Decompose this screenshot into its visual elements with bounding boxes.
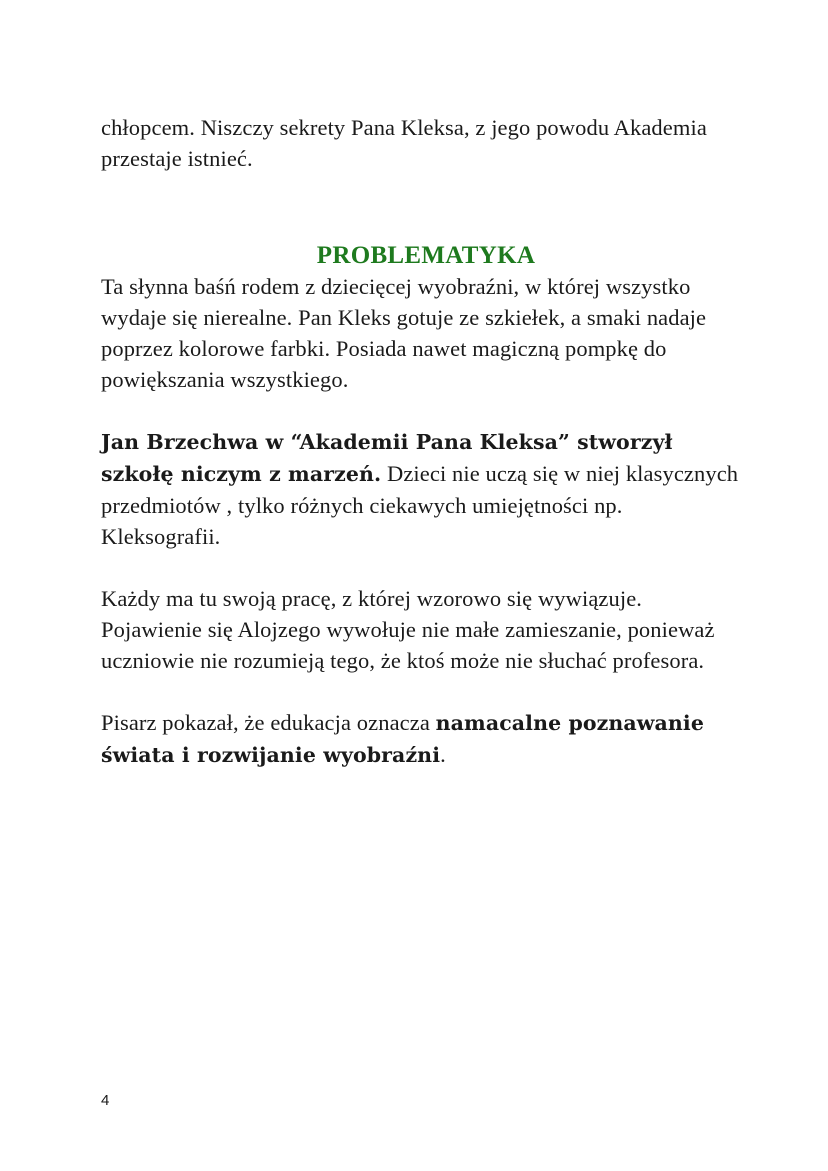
paragraph-3: Każdy ma tu swoją pracę, z której wzorowo się wywiązuje. Pojawienie się Alojzego wywołuje nie małe zamieszanie, ponieważ uczniowie nie rozumieją tego, że ktoś może nie słuchać profesora. bbox=[101, 586, 715, 673]
paragraph-2 bbox=[101, 426, 741, 552]
section-heading: PROBLEMATYKA bbox=[316, 242, 536, 269]
paragraph-4-bold: namacalne poznawanie świata i rozwijanie wyobraźni bbox=[101, 711, 704, 767]
paragraph-2-bold: Jan Brzechwa w “Akademii Pana Kleksa” stworzył szkołę niczym z marzeń. bbox=[101, 430, 673, 486]
document-page bbox=[101, 112, 741, 771]
paragraph-1: Ta słynna baśń rodem z dziecięcej wyobraźni, w której wszystko wydaje się nierealne. Pan Kleks gotuje ze szkiełek, a smaki nadaje poprzez kolorowe farbki. Posiada nawet magiczną pompkę do powiększania wszystkiego. bbox=[101, 274, 707, 392]
paragraph-4-start: Pisarz pokazał, że edukacja oznacza bbox=[101, 710, 436, 735]
paragraph-2-rest: Dzieci nie uczą się w niej klasycznych przedmiotów , tylko różnych ciekawych umiejętności np. Kleksografii. bbox=[101, 461, 739, 549]
intro-paragraph: chłopcem. Niszczy sekrety Pana Kleksa, z jego powodu Akademia przestaje istnieć. bbox=[101, 115, 707, 171]
paragraph-4 bbox=[101, 707, 741, 771]
paragraph-4-end: . bbox=[440, 742, 446, 767]
page-number: 4 bbox=[101, 1092, 110, 1109]
